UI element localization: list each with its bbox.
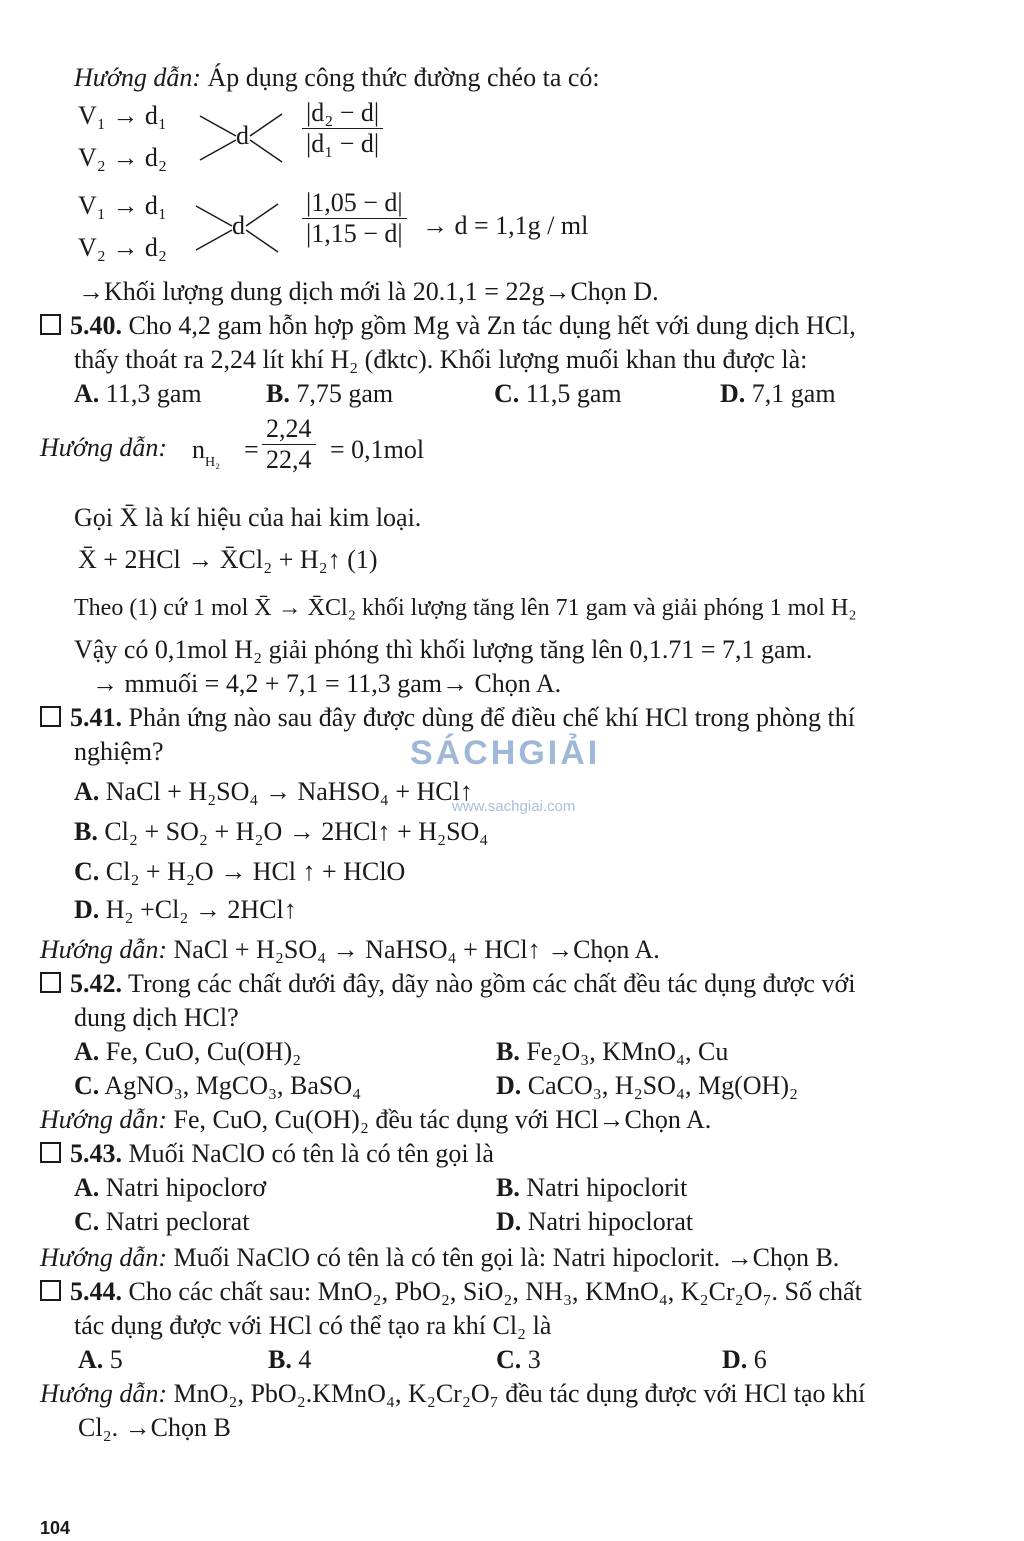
subscript: H₂ [205,455,220,470]
cross-label: d [236,121,249,150]
fraction-denominator: |d₁ − d| [302,128,383,159]
hint-line [40,1104,711,1136]
hint-label: Hướng dẫn: [40,1379,167,1408]
option-letter: C. [74,1071,100,1100]
option-text: Fe, CuO, Cu(OH)₂ [99,1037,302,1066]
option-letter: D. [74,895,100,924]
hint-label: Hướng dẫn: [40,1105,167,1134]
option-letter: A. [74,379,100,408]
fraction-denominator: |1,15 − d| [302,218,407,249]
fraction-numerator: |1,05 − d| [306,188,403,217]
option-b [74,816,488,848]
option-text: Natri hipoclorat [521,1207,694,1236]
fraction-denominator: 22,4 [262,444,316,475]
hint-continuation: Cl₂. →Chọn B [78,1413,231,1442]
option-text: Fe₂O₃, KMnO₄, Cu [519,1037,729,1066]
conclusion-text: →Khối lượng dung dịch mới là 20.1,1 = 22g→Chọn D. [78,277,659,306]
hint-text: Fe, CuO, Cu(OH)₂ đều tác dụng với HCl→Chọn A. [167,1105,712,1134]
option-text: 5 [103,1345,123,1374]
fraction [262,414,316,475]
question-text: dung dịch HCl? [74,1003,239,1032]
question-number: 5.40. [70,311,122,340]
option-letter: B. [268,1345,292,1374]
option-text: 6 [747,1345,767,1374]
question-text: Trong các chất dưới đây, dãy nào gồm các chất đều tác dụng được với [122,969,856,998]
hint-text: MnO₂, PbO₂.KMnO₄, K₂Cr₂O₇ đều tác dụng được với HCl tạo khí [167,1379,866,1408]
option-c [74,1070,361,1102]
fraction [302,98,383,159]
option-text: Natri hipoclorơ [99,1173,267,1202]
option-letter: A. [78,1345,104,1374]
option-letter: B. [74,817,98,846]
watermark [410,720,625,820]
formula-row: V₁ → d₁ [78,191,167,220]
question-text: Cho 4,2 gam hỗn hợp gồm Mg và Zn tác dụng hết với dung dịch HCl, [122,311,856,340]
option-letter: A. [74,1173,100,1202]
intro-hint-line [74,62,600,94]
option-text: 7,1 gam [745,379,836,408]
option-c [74,1206,249,1238]
hint-label: Hướng dẫn: [40,1243,167,1272]
fraction [302,188,407,249]
fraction-numerator: 2,24 [266,414,312,443]
option-letter: D. [722,1345,748,1374]
option-letter: C. [496,1345,522,1374]
question-number: 5.43. [70,1139,122,1168]
question-5-42 [40,968,855,1000]
option-letter: C. [74,1207,100,1236]
option-b [266,378,393,410]
question-text: tác dụng được với HCl có thể tạo ra khí Cl₂ là [74,1311,552,1340]
question-5-40 [40,310,856,342]
option-d [496,1070,798,1102]
hint-line [40,1242,839,1274]
question-text: thấy thoát ra 2,24 lít khí H₂ (đktc). Khối lượng muối khan thu được là: [74,345,808,374]
option-text: Cl₂ + SO₂ + H₂O → 2HCl↑ + H₂SO₄ [97,817,489,846]
question-text: Phản ứng nào sau đây được dùng để điều chế khí HCl trong phòng thí [122,703,855,732]
option-b [496,1036,728,1068]
question-5-44 [40,1276,862,1308]
hint-label: Hướng dẫn: [40,935,167,964]
checkbox-icon [40,1280,61,1301]
option-d [722,1344,767,1376]
question-text: Cho các chất sau: MnO₂, PbO₂, SiO₂, NH₃, KMnO₄, K₂Cr₂O₇. Số chất [122,1277,862,1306]
hint-text: NaCl + H₂SO₄ → NaHSO₄ + HCl↑ →Chọn A. [167,935,660,964]
checkbox-icon [40,314,61,335]
option-letter: D. [496,1071,522,1100]
checkbox-icon [40,706,61,727]
option-a [78,1344,123,1376]
option-text: 3 [521,1345,541,1374]
moles-result: = 0,1mol [330,435,425,464]
question-5-43 [40,1138,494,1170]
option-d [74,894,297,926]
option-letter: D. [720,379,746,408]
solution-line: Vậy có 0,1mol H₂ giải phóng thì khối lượng tăng lên 0,1.71 = 7,1 gam. [74,635,813,664]
hint-line [40,934,660,966]
solution-line: → mmuối = 4,2 + 7,1 = 11,3 gam→ Chọn A. [92,669,562,698]
page-number: 104 [40,1518,71,1538]
option-text: 4 [291,1345,312,1374]
watermark-brand: SÁCHGIẢI [410,734,601,772]
option-text: 11,5 gam [519,379,622,408]
moles-formula [192,434,220,479]
option-b [268,1344,311,1376]
question-text: nghiệm? [74,737,164,766]
solution-line: X̄ + 2HCl → X̄Cl₂ + H₂↑ (1) [78,545,378,574]
hint-text: Áp dụng công thức đường chéo ta có: [201,63,600,92]
option-letter: A. [74,777,100,806]
hint-text: Muối NaClO có tên là có tên gọi là: Natri hipoclorit. →Chọn B. [167,1243,840,1272]
option-c [496,1344,541,1376]
option-a [74,378,202,410]
solution-line: Gọi X̄ là kí hiệu của hai kim loại. [74,503,422,532]
option-b [496,1172,687,1204]
symbol-n: n [192,435,205,464]
question-number: 5.44. [70,1277,122,1306]
result-text: → d = 1,1g / ml [422,211,589,240]
option-text: Cl₂ + H₂O → HCl ↑ + HClO [99,857,406,886]
solution-line: Theo (1) cứ 1 mol X̄ → X̄Cl₂ khối lượng tăng lên 71 gam và giải phóng 1 mol H₂ [74,595,857,621]
question-number: 5.41. [70,703,122,732]
option-letter: B. [266,379,290,408]
option-c [494,378,622,410]
option-a [74,1172,266,1204]
option-c [74,856,405,888]
question-number: 5.42. [70,969,122,998]
option-letter: C. [74,857,100,886]
option-text: NaCl + H₂SO₄ → NaHSO₄ + HCl↑ [99,777,473,806]
option-text: 11,3 gam [99,379,202,408]
cross-label: d [232,211,245,240]
option-letter: C. [494,379,520,408]
option-text: Natri hipoclorit [519,1173,688,1202]
question-text: Muối NaClO có tên là có tên gọi là [122,1139,494,1168]
option-d [720,378,836,410]
option-d [496,1206,693,1238]
checkbox-icon [40,972,61,993]
hint-label: Hướng dẫn: [74,63,201,92]
formula-row: V₂ → d₂ [78,143,167,172]
option-letter: D. [496,1207,522,1236]
formula-row: V₁ → d₁ [78,101,167,130]
option-a [74,1036,301,1068]
option-letter: A. [74,1037,100,1066]
checkbox-icon [40,1142,61,1163]
hint-line [40,1378,865,1410]
option-text: AgNO₃, MgCO₃, BaSO₄ [99,1071,362,1100]
fraction-numerator: |d₂ − d| [306,98,380,127]
hint-label: Hướng dẫn: [40,433,167,462]
option-text: H₂ +Cl₂ → 2HCl↑ [99,895,297,924]
option-text: 7,75 gam [289,379,394,408]
option-letter: B. [496,1037,520,1066]
equals-sign: = [244,435,259,464]
option-letter: B. [496,1173,520,1202]
option-text: Natri peclorat [99,1207,250,1236]
formula-row: V₂ → d₂ [78,233,167,262]
option-text: CaCO₃, H₂SO₄, Mg(OH)₂ [521,1071,799,1100]
watermark-url: www.sachgiai.com [452,798,576,815]
